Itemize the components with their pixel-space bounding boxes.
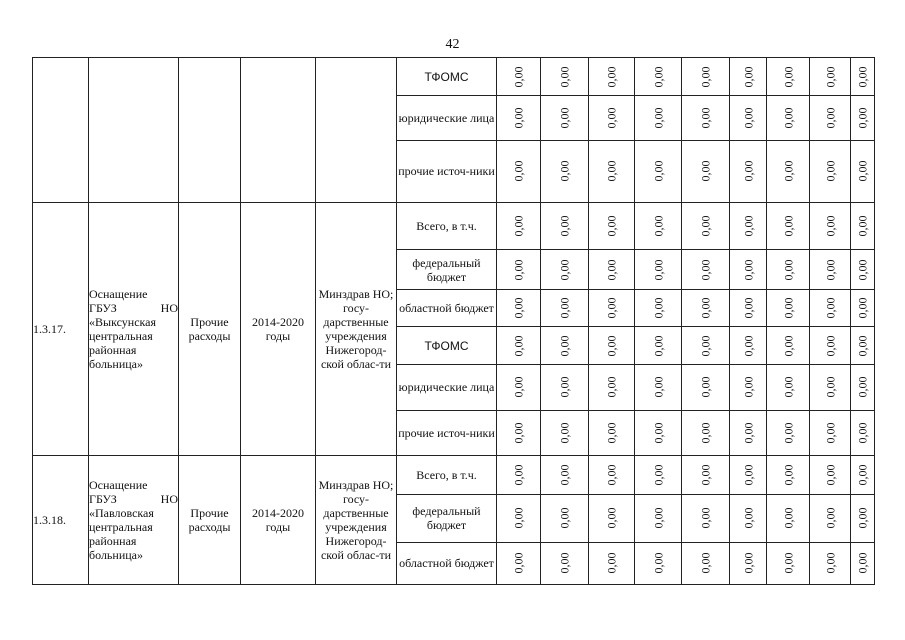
value-cell [541,96,589,140]
value-cell [589,327,635,365]
value-text: 0,00 [741,66,755,88]
funding-source: областной бюджет [397,542,497,584]
value-cell [767,140,810,202]
value-text: 0,00 [698,160,713,182]
value-cell [810,203,851,250]
table-row [33,58,875,96]
value-text: 0,00 [741,107,755,129]
value-text: 0,00 [557,160,572,182]
value-text: 0,00 [823,464,837,486]
value-cell [851,96,875,140]
budget-table [32,57,875,585]
value-cell [810,542,851,584]
value-cell [767,96,810,140]
value-text: 0,00 [741,297,755,319]
value-text: 0,00 [823,259,837,281]
value-cell [851,410,875,455]
expense-type [179,58,241,203]
value-text: 0,00 [823,552,837,574]
value-cell [767,365,810,410]
value-text: 0,00 [604,464,619,486]
value-text: 0,00 [823,335,837,357]
value-text: 0,00 [604,552,619,574]
value-cell [851,455,875,494]
value-text: 0,00 [741,160,755,182]
value-text: 0,00 [855,107,870,129]
value-text: 0,00 [511,422,526,444]
value-cell [767,58,810,96]
executor: Минздрав НО; госу-дарственные учреждения Нижегород-ской облас-ти [316,455,397,584]
executor: Минздрав НО; госу-дарственные учреждения Нижегород-ской облас-ти [316,203,397,456]
value-text: 0,00 [698,507,713,529]
value-text: 0,00 [511,297,526,319]
value-text: 0,00 [823,66,837,88]
value-text: 0,00 [741,507,755,529]
funding-source: Всего, в т.ч. [397,203,497,250]
funding-source: областной бюджет [397,289,497,326]
value-cell [730,495,767,542]
value-cell [635,410,682,455]
value-cell [589,410,635,455]
value-cell [682,542,730,584]
value-cell [682,289,730,326]
value-text: 0,00 [698,552,713,574]
value-text: 0,00 [741,376,755,398]
value-cell [541,140,589,202]
value-text: 0,00 [855,259,870,281]
value-text: 0,00 [557,422,572,444]
value-cell [541,542,589,584]
value-cell [541,365,589,410]
value-text: 0,00 [604,259,619,281]
value-cell [589,140,635,202]
value-cell [767,495,810,542]
period [241,58,316,203]
value-cell [730,410,767,455]
value-cell [497,96,541,140]
value-text: 0,00 [781,552,795,574]
value-text: 0,00 [855,160,870,182]
value-cell [682,455,730,494]
value-text: 0,00 [781,297,795,319]
value-cell [730,58,767,96]
value-text: 0,00 [741,552,755,574]
value-text: 0,00 [651,422,665,444]
value-text: 0,00 [698,422,713,444]
value-cell [767,203,810,250]
item-code: 1.3.17. [33,203,89,456]
funding-source: ТФОМС [397,58,497,96]
funding-source: Всего, в т.ч. [397,455,497,494]
value-cell [851,327,875,365]
value-cell [730,542,767,584]
value-text: 0,00 [604,422,619,444]
value-cell [851,58,875,96]
value-cell [635,327,682,365]
value-cell [497,250,541,289]
value-cell [730,250,767,289]
executor [316,58,397,203]
value-text: 0,00 [781,66,795,88]
value-cell [730,289,767,326]
value-cell [497,203,541,250]
value-text: 0,00 [781,422,795,444]
value-text: 0,00 [557,215,572,237]
value-text: 0,00 [651,507,665,529]
value-cell [497,365,541,410]
value-text: 0,00 [511,507,526,529]
value-cell [682,96,730,140]
value-text: 0,00 [604,215,619,237]
value-text: 0,00 [651,107,665,129]
value-text: 0,00 [781,107,795,129]
period: 2014-2020 годы [241,455,316,584]
value-text: 0,00 [823,215,837,237]
value-cell [497,289,541,326]
value-cell [767,410,810,455]
item-code: 1.3.18. [33,455,89,584]
table-body [33,58,875,585]
value-cell [730,455,767,494]
value-text: 0,00 [604,107,619,129]
value-cell [730,140,767,202]
value-cell [810,365,851,410]
item-name: Оснащение ГБУЗ НО «Павловская центральная районная больница» [89,455,179,584]
value-cell [497,140,541,202]
funding-source: прочие источ-ники [397,140,497,202]
value-cell [541,495,589,542]
value-cell [635,455,682,494]
value-cell [541,410,589,455]
value-text: 0,00 [604,335,619,357]
value-text: 0,00 [741,464,755,486]
value-cell [635,140,682,202]
value-text: 0,00 [781,215,795,237]
value-cell [589,203,635,250]
value-text: 0,00 [651,66,665,88]
value-cell [810,250,851,289]
page-number: 42 [445,37,460,52]
value-text: 0,00 [781,335,795,357]
value-cell [851,203,875,250]
value-cell [682,327,730,365]
value-text: 0,00 [557,464,572,486]
value-cell [682,140,730,202]
value-text: 0,00 [781,464,795,486]
value-cell [635,365,682,410]
value-cell [767,327,810,365]
value-cell [497,327,541,365]
value-cell [810,327,851,365]
value-cell [730,96,767,140]
value-text: 0,00 [823,107,837,129]
value-text: 0,00 [511,464,526,486]
value-text: 0,00 [823,160,837,182]
value-text: 0,00 [604,160,619,182]
value-text: 0,00 [855,422,870,444]
funding-source: юридические лица [397,96,497,140]
value-text: 0,00 [855,507,870,529]
value-text: 0,00 [557,507,572,529]
value-text: 0,00 [741,422,755,444]
value-text: 0,00 [823,297,837,319]
value-text: 0,00 [698,464,713,486]
item-name [89,58,179,203]
value-cell [589,495,635,542]
value-text: 0,00 [651,335,665,357]
value-cell [810,410,851,455]
value-text: 0,00 [855,215,870,237]
value-text: 0,00 [781,160,795,182]
value-cell [851,542,875,584]
value-cell [497,542,541,584]
value-text: 0,00 [604,376,619,398]
value-cell [810,289,851,326]
value-cell [810,96,851,140]
value-text: 0,00 [511,66,526,88]
value-cell [810,455,851,494]
value-text: 0,00 [511,335,526,357]
value-text: 0,00 [557,107,572,129]
value-text: 0,00 [698,297,713,319]
value-text: 0,00 [511,259,526,281]
value-cell [682,203,730,250]
value-cell [589,96,635,140]
value-cell [682,410,730,455]
value-text: 0,00 [855,66,870,88]
value-text: 0,00 [855,376,870,398]
value-text: 0,00 [781,376,795,398]
funding-source: прочие источ-ники [397,410,497,455]
item-code [33,58,89,203]
value-text: 0,00 [823,507,837,529]
value-cell [730,365,767,410]
value-cell [682,495,730,542]
value-cell [730,327,767,365]
value-cell [635,495,682,542]
funding-source: федеральный бюджет [397,250,497,289]
value-cell [589,542,635,584]
value-cell [541,250,589,289]
value-cell [851,365,875,410]
value-text: 0,00 [698,376,713,398]
value-cell [541,455,589,494]
value-cell [589,250,635,289]
value-cell [635,250,682,289]
table-row [33,203,875,250]
value-cell [810,495,851,542]
value-text: 0,00 [651,464,665,486]
value-text: 0,00 [651,215,665,237]
value-cell [851,250,875,289]
value-text: 0,00 [651,297,665,319]
value-text: 0,00 [741,335,755,357]
period: 2014-2020 годы [241,203,316,456]
value-text: 0,00 [781,259,795,281]
value-cell [589,455,635,494]
value-text: 0,00 [698,215,713,237]
value-cell [730,203,767,250]
value-text: 0,00 [511,552,526,574]
value-cell [810,140,851,202]
value-cell [851,289,875,326]
value-cell [635,203,682,250]
table-row [33,455,875,494]
value-cell [635,58,682,96]
funding-source: ТФОМС [397,327,497,365]
value-text: 0,00 [557,297,572,319]
value-cell [851,140,875,202]
value-cell [589,289,635,326]
value-text: 0,00 [557,66,572,88]
value-text: 0,00 [781,507,795,529]
value-text: 0,00 [557,259,572,281]
value-text: 0,00 [604,507,619,529]
value-cell [767,455,810,494]
value-text: 0,00 [855,335,870,357]
value-text: 0,00 [855,297,870,319]
expense-type: Прочие расходы [179,203,241,456]
value-text: 0,00 [855,552,870,574]
value-cell [851,495,875,542]
expense-type: Прочие расходы [179,455,241,584]
value-text: 0,00 [855,464,870,486]
value-cell [635,542,682,584]
value-text: 0,00 [741,215,755,237]
value-text: 0,00 [651,259,665,281]
value-cell [541,203,589,250]
value-text: 0,00 [741,259,755,281]
value-text: 0,00 [651,552,665,574]
value-text: 0,00 [698,259,713,281]
value-cell [589,365,635,410]
value-text: 0,00 [823,376,837,398]
value-cell [767,289,810,326]
value-cell [589,58,635,96]
value-text: 0,00 [823,422,837,444]
value-text: 0,00 [557,376,572,398]
value-text: 0,00 [557,552,572,574]
value-cell [767,250,810,289]
item-name: Оснащение ГБУЗ НО «Выксунская центральная районная больница» [89,203,179,456]
value-text: 0,00 [511,107,526,129]
value-cell [635,289,682,326]
value-cell [767,542,810,584]
value-cell [635,96,682,140]
value-cell [682,365,730,410]
value-text: 0,00 [604,66,619,88]
funding-source: федеральный бюджет [397,495,497,542]
value-cell [497,58,541,96]
value-text: 0,00 [651,376,665,398]
value-text: 0,00 [651,160,665,182]
value-cell [682,250,730,289]
funding-source: юридические лица [397,365,497,410]
value-cell [810,58,851,96]
value-cell [497,455,541,494]
value-cell [497,495,541,542]
value-text: 0,00 [698,107,713,129]
value-cell [541,58,589,96]
value-cell [682,58,730,96]
value-cell [541,327,589,365]
value-text: 0,00 [511,376,526,398]
value-cell [541,289,589,326]
value-text: 0,00 [511,215,526,237]
value-text: 0,00 [698,335,713,357]
value-cell [497,410,541,455]
value-text: 0,00 [511,160,526,182]
value-text: 0,00 [698,66,713,88]
value-text: 0,00 [557,335,572,357]
value-text: 0,00 [604,297,619,319]
